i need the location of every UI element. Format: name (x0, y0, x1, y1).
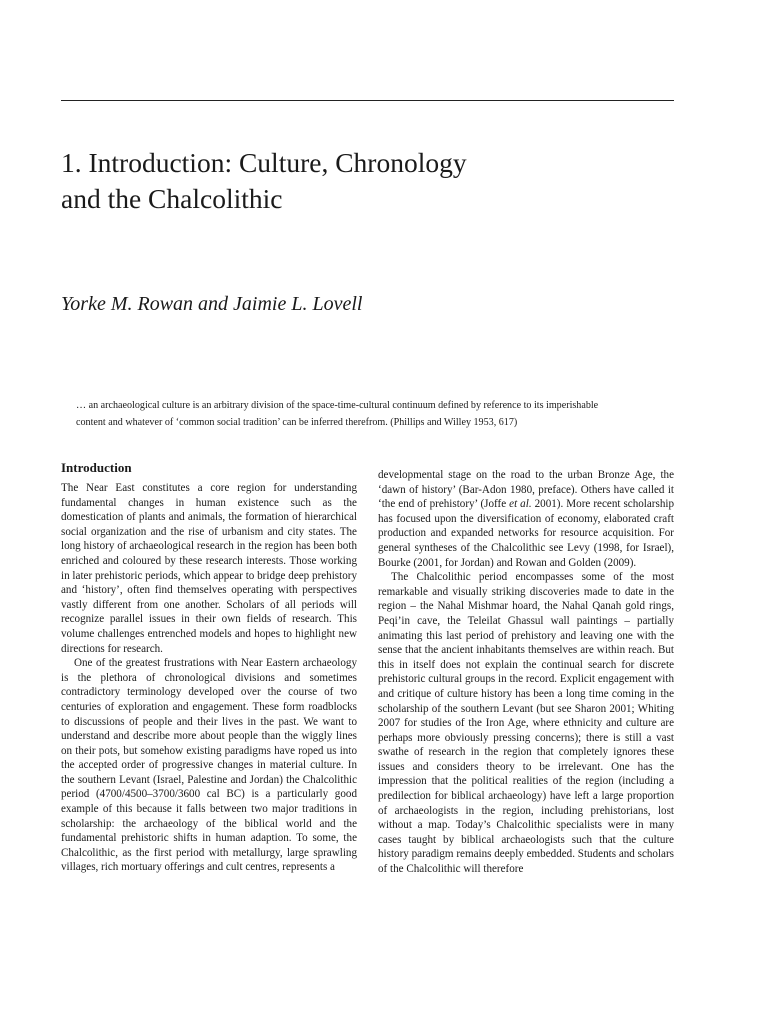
chapter-title-line-2: and the Chalcolithic (61, 183, 283, 214)
chapter-title-line-1: 1. Introduction: Culture, Chronology (61, 147, 467, 178)
body-paragraph: The Chalcolithic period encompasses some of the most remarkable and visually striking discoveries made to date in the region – the Nahal Mishmar hoard, the Nahal Qanah gold rings, Peqi’in cave, the Teleilat Ghassul wall paintings – partially animating this last period of prehistory and leaving one with the sense that the ancient inhabitants themselves are within reach. But this in itself does not explain the continual search for discrete prehistoric cultural groups in the record. Explicit engagement with and critique of culture history has been a long time coming in the scholarship of the southern Levant (but see Sharon 2001; Whiting 2007 for studies of the Iron Age, where ethnicity and culture are perhaps more obviously pressing concerns); there is still a vast swathe of research in the region that completely ignores these issues and considers theory to be irrelevant. One has the impression that the political realities of the region (including a predilection for biblical archaeology) have left a large proportion of archaeologists in the region, including prehistorians, lost without a map. Today’s Chalcolithic specialists were in many cases taught by biblical archaeologists such that the culture history paradigm remains deeply embedded. Students and scholars of the Chalcolithic will therefore (378, 571, 674, 876)
epigraph-line-1: … an archaeological culture is an arbitrary division of the space-time-cultural continuum defined by reference to its imperishable (76, 400, 599, 411)
left-column (61, 459, 357, 875)
chapter-title (61, 145, 681, 217)
italic-text: et al. (509, 498, 532, 511)
right-column (378, 468, 674, 877)
epigraph (76, 397, 686, 431)
body-paragraph (378, 468, 674, 570)
top-rule (61, 100, 674, 101)
body-paragraph: One of the greatest frustrations with Near Eastern archaeology is the plethora of chronological divisions and sometimes contradictory terminology developed over the course of two centuries of exploration and engagement. These form roadblocks to discussions of people and their lives in the past. We want to understand and describe more about people than the wiggly lines on their pots, but somehow existing paradigms have roped us into the accepted order of progressive changes in material culture. In the southern Levant (Israel, Palestine and Jordan) the Chalcolithic period (4700/4500–3700/3600 cal BC) is a particularly good example of this because it falls between two major traditions in scholarship: the archaeology of the biblical world and the fundamental prehistoric shifts in human adaption. To some, the Chalcolithic, as the first period with metallurgy, large sprawling villages, rich mortuary offerings and cult centres, represents a (61, 657, 357, 874)
section-heading: Introduction (61, 460, 132, 475)
authors: Yorke M. Rowan and Jaimie L. Lovell (61, 293, 363, 315)
body-text: developmental stage on the road to the urban Bronze Age, the ‘dawn of history’ (Bar-Adon 1980, preface). Others have called it ‘the end of prehistory’ (Joffe (378, 469, 674, 511)
epigraph-line-2: content and whatever of ‘common social tradition’ can be inferred therefrom. (Phillips and Willey 1953, 617) (76, 417, 518, 428)
body-text: 2001). More recent scholarship has focused upon the diversification of economy, elaborated craft production and expanded networks for resource acquisition. For general syntheses of the Chalcolithic see Levy (1998, for Israel), Bourke (2001, for Jordan) and Rowan and Golden (2009). (378, 498, 674, 569)
body-paragraph: The Near East constitutes a core region for understanding fundamental changes in human existence such as the domestication of plants and animals, the formation of hierarchical social organization and the rise of urbanism and city states. The long history of archaeological research in the region has been both enriched and coloured by these research interests. Those working in later prehistoric periods, which appear to bridge deep prehistory and ‘history’, often find themselves operating with perspectives vastly different from one another. Scholars of all periods will recognize parallel issues in their own fields of research. This volume challenges entrenched models and hopes to highlight new directions for research. (61, 482, 357, 655)
